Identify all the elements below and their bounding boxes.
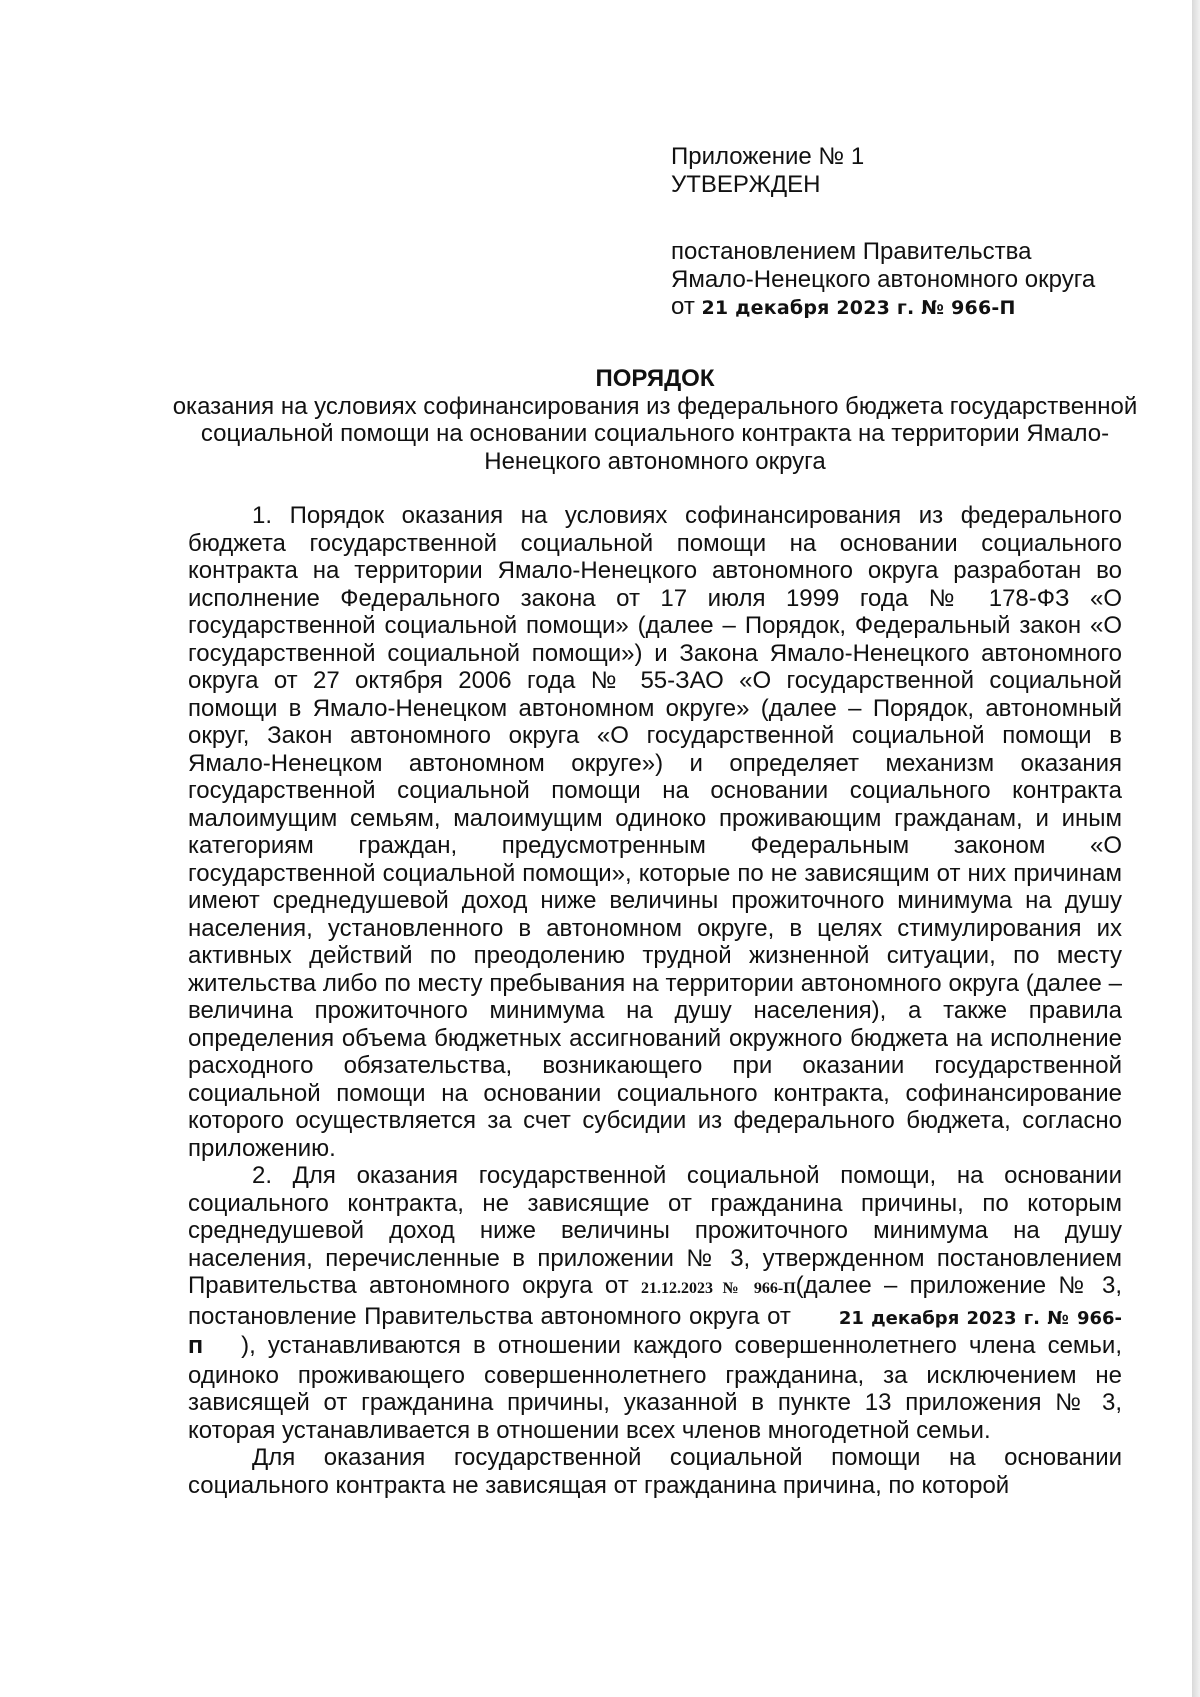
approved-label: УТВЕРЖДЕН (671, 170, 821, 198)
government-name: Ямало-Ненецкого автономного округа (671, 265, 1096, 293)
document-subtitle: оказания на условиях софинансирования из федерального бюджета государственной социальной помощи на основании социального контракта на территории Ямало-Ненецкого автономного округа (172, 392, 1138, 475)
decree-date-stamp: 21 декабря 2023 г. № 966-П (701, 297, 1016, 319)
registration-number-stamp: 21.12.2023 № 966-П (641, 1280, 796, 1297)
document-title: ПОРЯДОК (595, 365, 715, 392)
paragraph-2-text-c: ), устанавливаются в отношении каждого совершеннолетнего члена семьи, одиноко проживающего совершеннолетнего гражданина, за исключением не зависящей от гражданина причины, указанной в пункте 13 приложения № 3, которая устанавливается в отношении всех членов многодетной семьи. (188, 1332, 1122, 1444)
paragraph-3: Для оказания государственной социальной помощи на основании социального контракта не зависящая от гражданина причина, по которой (188, 1444, 1122, 1499)
decree-date-line (671, 293, 1141, 323)
paragraph-2-text-a: 2. Для оказания государственной социальной помощи, на основании социального контракта, не зависящие от гражданина причины, по которым среднедушевой доход ниже величины прожиточного минимума на душу населения, перечисленные в приложении № 3, утвержденном постановлением Правительства автономного округа от (188, 1162, 1122, 1299)
page-edge-shadow (1192, 0, 1200, 1697)
paragraph-2 (188, 1162, 1122, 1444)
appendix-number: Приложение № 1 (671, 143, 865, 170)
document-body (188, 502, 1122, 1499)
approved-by-line: постановлением Правительства (671, 238, 1032, 265)
registration-date-stamp: 21 декабря 2023 г. № 966-П (188, 1307, 1122, 1358)
document-heading (150, 365, 1160, 475)
approval-block (671, 143, 1141, 323)
paragraph-2-text-b: (далее – приложение № 3, постановление Правительства автономного округа от (188, 1272, 1123, 1330)
paragraph-1: 1. Порядок оказания на условиях софинансирования из федерального бюджета государственной социальной помощи на основании социального контракта на территории Ямало-Ненецкого автономного округа разработан во исполнение Федерального закона от 17 июля 1999 года № 178-ФЗ «О государственной социальной помощи» (далее – Порядок, Федеральный закон «О государственной социальной помощи») и Закона Ямало-Ненецкого автономного округа от 27 октября 2006 года № 55-ЗАО «О государственной социальной помощи в Ямало-Ненецком автономном округе» (далее – Порядок, автономный округ, Закон автономного округа «О государственной социальной помощи в Ямало-Ненецком автономном округе») и определяет механизм оказания государственной социальной помощи на основании социального контракта малоимущим семьям, малоимущим одиноко проживающим гражданам, и иным категориям граждан, предусмотренным Федеральным законом «О государственной социальной помощи», которые по не зависящим от них причинам имеют среднедушевой доход ниже величины прожиточного минимума на душу населения, установленного в автономном округе, в целях стимулирования их активных действий по преодолению трудной жизненной ситуации, по месту жительства либо по месту пребывания на территории автономного округа (далее – величина прожиточного минимума на душу населения), а также правила определения объема бюджетных ассигнований окружного бюджета на исполнение расходного обязательства, возникающего при оказании государственной социальной помощи на основании социального контракта, софинансирование которого осуществляется за счет субсидии из федерального бюджета, согласно приложению. (188, 502, 1122, 1162)
approval-gap (671, 198, 1141, 238)
decree-date-prefix: от (671, 293, 695, 320)
